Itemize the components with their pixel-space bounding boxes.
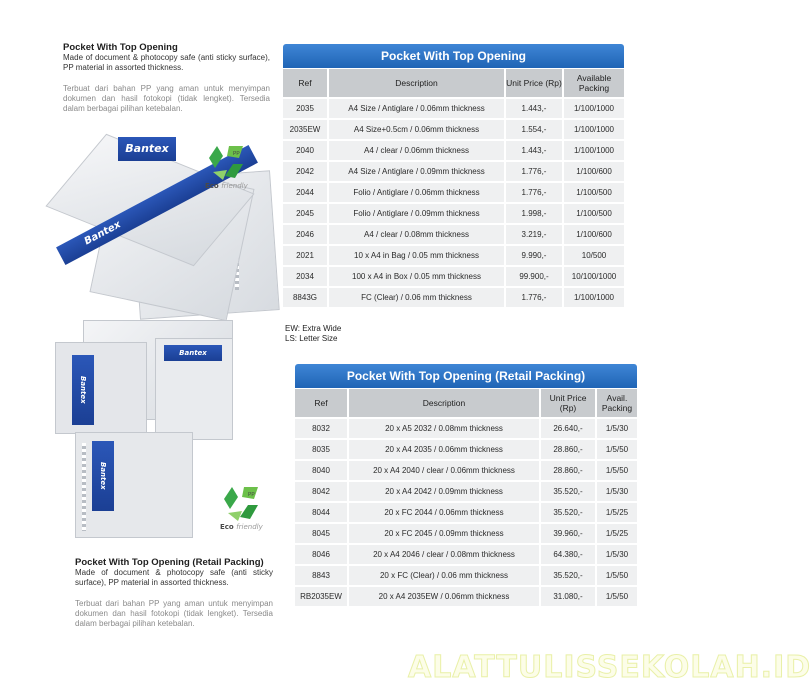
table-row [295, 587, 637, 606]
price-cell: 1.776,- [506, 183, 562, 202]
packing-cell: 1/100/500 [564, 204, 624, 223]
packing-cell: 1/5/50 [597, 566, 637, 585]
description-cell: 20 x A4 2035EW / 0.06mm thickness [349, 587, 539, 606]
ref-cell: 8046 [295, 545, 347, 564]
description-cell: 20 x A5 2032 / 0.08mm thickness [349, 419, 539, 438]
description-cell: 20 x A4 2046 / clear / 0.08mm thickness [349, 545, 539, 564]
price-cell: 3.219,- [506, 225, 562, 244]
packing-cell: 1/5/50 [597, 440, 637, 459]
price-cell: 1.443,- [506, 141, 562, 160]
description-cell: 20 x FC 2044 / 0.06mm thickness [349, 503, 539, 522]
table-row [283, 288, 624, 307]
column-header: Ref [295, 389, 347, 417]
ref-cell: 8032 [295, 419, 347, 438]
table-row [295, 440, 637, 459]
table-row [295, 482, 637, 501]
table-row [283, 225, 624, 244]
price-table-top-opening [283, 44, 624, 306]
table-row [283, 267, 624, 286]
ref-cell: 2021 [283, 246, 327, 265]
ref-cell: 8035 [295, 440, 347, 459]
price-cell: 31.080,- [541, 587, 595, 606]
ref-cell: 2042 [283, 162, 327, 181]
ref-cell: 8045 [295, 524, 347, 543]
price-cell: 28.860,- [541, 440, 595, 459]
column-header: Unit Price (Rp) [541, 389, 595, 417]
ref-cell: RB2035EW [295, 587, 347, 606]
column-header: Description [349, 389, 539, 417]
column-header: Unit Price (Rp) [506, 69, 562, 97]
retail-pack-2: Bantex [155, 338, 233, 440]
table-grid [283, 69, 624, 309]
table-row [295, 545, 637, 564]
description-cell: A4 Size / Antiglare / 0.09mm thickness [329, 162, 504, 181]
description-id: Terbuat dari bahan PP yang aman untuk menyimpan dokumen dan hasil fotokopi (tidak lengket). Tersedia dalam berbagai pilihan ketebalan. [75, 599, 273, 628]
note-ls: LS: Letter Size [285, 334, 338, 343]
description-cell: A4 Size / Antiglare / 0.06mm thickness [329, 99, 504, 118]
packing-cell: 1/5/50 [597, 461, 637, 480]
product-photo-2 [55, 320, 235, 538]
table-row [295, 503, 637, 522]
description-cell: Folio / Antiglare / 0.09mm thickness [329, 204, 504, 223]
packing-cell: 1/100/600 [564, 162, 624, 181]
packing-cell: 1/5/50 [597, 587, 637, 606]
ref-cell: 2034 [283, 267, 327, 286]
table-row [295, 461, 637, 480]
table-row [295, 524, 637, 543]
packing-cell: 1/5/30 [597, 545, 637, 564]
table-grid [295, 389, 637, 608]
packing-cell: 1/5/25 [597, 524, 637, 543]
ref-cell: 2035 [283, 99, 327, 118]
table-header-row [283, 69, 624, 97]
table-title: Pocket With Top Opening (Retail Packing) [295, 364, 637, 388]
description-cell: Folio / Antiglare / 0.06mm thickness [329, 183, 504, 202]
description-block-2 [75, 557, 273, 629]
retail-pack-1: Bantex [55, 342, 147, 434]
eco-friendly-logo-1: Eco friendly PP [203, 142, 263, 198]
pp-badge: PP [248, 492, 255, 498]
bantex-logo: Bantex [118, 137, 176, 161]
table-title: Pocket With Top Opening [283, 44, 624, 68]
table-row [295, 566, 637, 585]
price-cell: 35.520,- [541, 566, 595, 585]
packing-cell: 1/5/30 [597, 419, 637, 438]
bantex-band: Bantex [56, 145, 258, 265]
column-header: Available Packing [564, 69, 624, 97]
price-cell: 1.998,- [506, 204, 562, 223]
price-cell: 99.900,- [506, 267, 562, 286]
ref-cell: 8843G [283, 288, 327, 307]
ref-cell: 2046 [283, 225, 327, 244]
ref-cell: 8044 [295, 503, 347, 522]
price-cell: 35.520,- [541, 503, 595, 522]
retail-pack-3: Bantex [75, 432, 193, 538]
packing-cell: 1/5/30 [597, 482, 637, 501]
product-title: Pocket With Top Opening (Retail Packing) [75, 557, 264, 568]
price-table-retail-packing [295, 364, 637, 607]
table-row [283, 99, 624, 118]
description-cell: 100 x A4 in Box / 0.05 mm thickness [329, 267, 504, 286]
ref-cell: 2040 [283, 141, 327, 160]
packing-cell: 1/100/600 [564, 225, 624, 244]
packing-cell: 1/100/1000 [564, 120, 624, 139]
description-en: Made of document & photocopy safe (anti sticky surface), PP material in assorted thickness. [63, 53, 270, 72]
recycle-icon [205, 142, 249, 182]
table-row [295, 419, 637, 438]
table-row [283, 120, 624, 139]
packing-cell: 1/5/25 [597, 503, 637, 522]
packing-cell: 10/500 [564, 246, 624, 265]
price-cell: 1.554,- [506, 120, 562, 139]
packing-cell: 10/100/1000 [564, 267, 624, 286]
table-row [283, 183, 624, 202]
packing-cell: 1/100/1000 [564, 99, 624, 118]
ref-cell: 8040 [295, 461, 347, 480]
price-cell: 1.776,- [506, 288, 562, 307]
price-cell: 1.443,- [506, 99, 562, 118]
table-row [283, 204, 624, 223]
ref-cell: 2044 [283, 183, 327, 202]
column-header: Ref [283, 69, 327, 97]
description-cell: FC (Clear) / 0.06 mm thickness [329, 288, 504, 307]
description-cell: 20 x A4 2040 / clear / 0.06mm thickness [349, 461, 539, 480]
description-id: Terbuat dari bahan PP yang aman untuk menyimpan dokumen dan hasil fotokopi (tidak lengket). Tersedia dalam berbagai pilihan ketebalan. [63, 84, 270, 113]
description-cell: A4 / clear / 0.08mm thickness [329, 225, 504, 244]
table-row [283, 246, 624, 265]
column-header: Description [329, 69, 504, 97]
ref-cell: 2045 [283, 204, 327, 223]
price-cell: 9.990,- [506, 246, 562, 265]
eco-friendly-logo-2: Eco friendly PP [218, 483, 278, 539]
price-cell: 28.860,- [541, 461, 595, 480]
packing-cell: 1/100/1000 [564, 288, 624, 307]
price-cell: 1.776,- [506, 162, 562, 181]
table-row [283, 141, 624, 160]
pp-badge: PP [233, 151, 240, 157]
description-en: Made of document & photocopy safe (anti sticky surface), PP material in assorted thickness. [75, 568, 273, 587]
packing-cell: 1/100/500 [564, 183, 624, 202]
description-cell: A4 Size+0.5cm / 0.06mm thickness [329, 120, 504, 139]
price-cell: 26.640,- [541, 419, 595, 438]
description-cell: A4 / clear / 0.06mm thickness [329, 141, 504, 160]
recycle-icon [220, 483, 264, 523]
ref-cell: 8843 [295, 566, 347, 585]
watermark: ALATTULISSEKOLAH.ID [408, 650, 811, 685]
price-cell: 64.380,- [541, 545, 595, 564]
packing-cell: 1/100/1000 [564, 141, 624, 160]
column-header: Avail. Packing [597, 389, 637, 417]
table-header-row [295, 389, 637, 417]
product-title: Pocket With Top Opening [63, 42, 178, 53]
abbreviation-notes [285, 324, 341, 344]
description-cell: 20 x FC (Clear) / 0.06 mm thickness [349, 566, 539, 585]
ref-cell: 2035EW [283, 120, 327, 139]
description-cell: 10 x A4 in Bag / 0.05 mm thickness [329, 246, 504, 265]
price-cell: 39.960,- [541, 524, 595, 543]
description-cell: 20 x FC 2045 / 0.09mm thickness [349, 524, 539, 543]
description-cell: 20 x A4 2042 / 0.09mm thickness [349, 482, 539, 501]
note-ew: EW: Extra Wide [285, 324, 342, 333]
price-cell: 35.520,- [541, 482, 595, 501]
ref-cell: 8042 [295, 482, 347, 501]
description-cell: 20 x A4 2035 / 0.06mm thickness [349, 440, 539, 459]
description-block-1 [63, 42, 270, 114]
table-row [283, 162, 624, 181]
